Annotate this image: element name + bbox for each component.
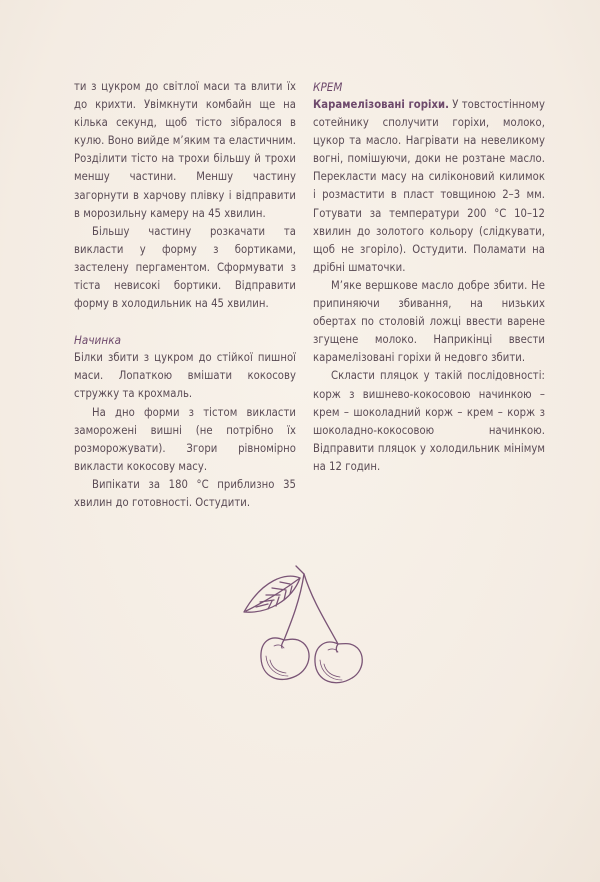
paragraph-cream-butter: М’яке вершкове масло добре збити. Не припиняючи збивання, на низьких обертах по столовій ложці ввести варене згущене молоко. Наприкінці ввести карамелізовані горіхи й недовго збити. — [313, 278, 545, 365]
cherry-sprig-icon — [234, 560, 370, 694]
caramel-nuts-lead: Карамелізовані горіхи. — [313, 98, 450, 111]
spacer — [74, 313, 296, 331]
paragraph-filling-cherries: На дно форми з тістом викласти заморожені вишні (не потрібно їх розморожувати). Згори рівномірно викласти кокосову масу. — [74, 405, 296, 473]
paragraph-dough-end: ти з цукром до світлої маси та влити їх до крихти. Увімкнути комбайн ще на кілька секунд, щоб тісто зібралося в кулю. Воно вийде м’яким та еластичним. Розділити тісто на трохи більшу й трохи меншу частини. Меншу частину загорнути в харчову плівку і відправити в морозильну камеру на 45 хвилин. — [74, 80, 296, 220]
paragraph-assembly: Скласти пляцок у такій послідовності: корж з вишнево-кокосовою начинкою – крем – шоколадний корж – крем – корж з шоколадно-кокосовою начинкою. Відправити пляцок у холодильник мінімум на 12 годин. — [313, 369, 545, 473]
paragraph-filling-bake: Випікати за 180 °С приблизно 35 хвилин до готовності. Остудити. — [74, 477, 296, 509]
left-column — [74, 78, 296, 512]
right-column — [313, 78, 545, 476]
section-heading-cream: КРЕМ — [313, 80, 343, 94]
paragraph-caramel-nuts — [313, 96, 545, 277]
section-heading-filling: Начинка — [74, 333, 122, 348]
paragraph-dough-shape: Більшу частину розкачати та викласти у форму з бортиками, застелену пергаментом. Сформувати з тіста невисокі бортики. Відправити форму в холодильник на 45 хвилин. — [74, 224, 296, 311]
caramel-nuts-text: У товстостінному сотейнику сполучити горіхи, молоко, цукор та масло. Нагрівати на невеликому вогні, помішуючи, доки не розтане масло. Перекласти масу на силіконовий килимок і розмастити в пласт товщиною 2–3 мм. Готувати за температури 200 °С 10–12 хвилин до золотого кольору (слідкувати, щоб не згоріло). Остудити. Поламати на дрібні шматочки. — [313, 98, 545, 274]
paragraph-filling-whip: Білки збити з цукром до стійкої пишної маси. Лопаткою вмішати кокосову стружку та крохмаль. — [74, 351, 296, 401]
